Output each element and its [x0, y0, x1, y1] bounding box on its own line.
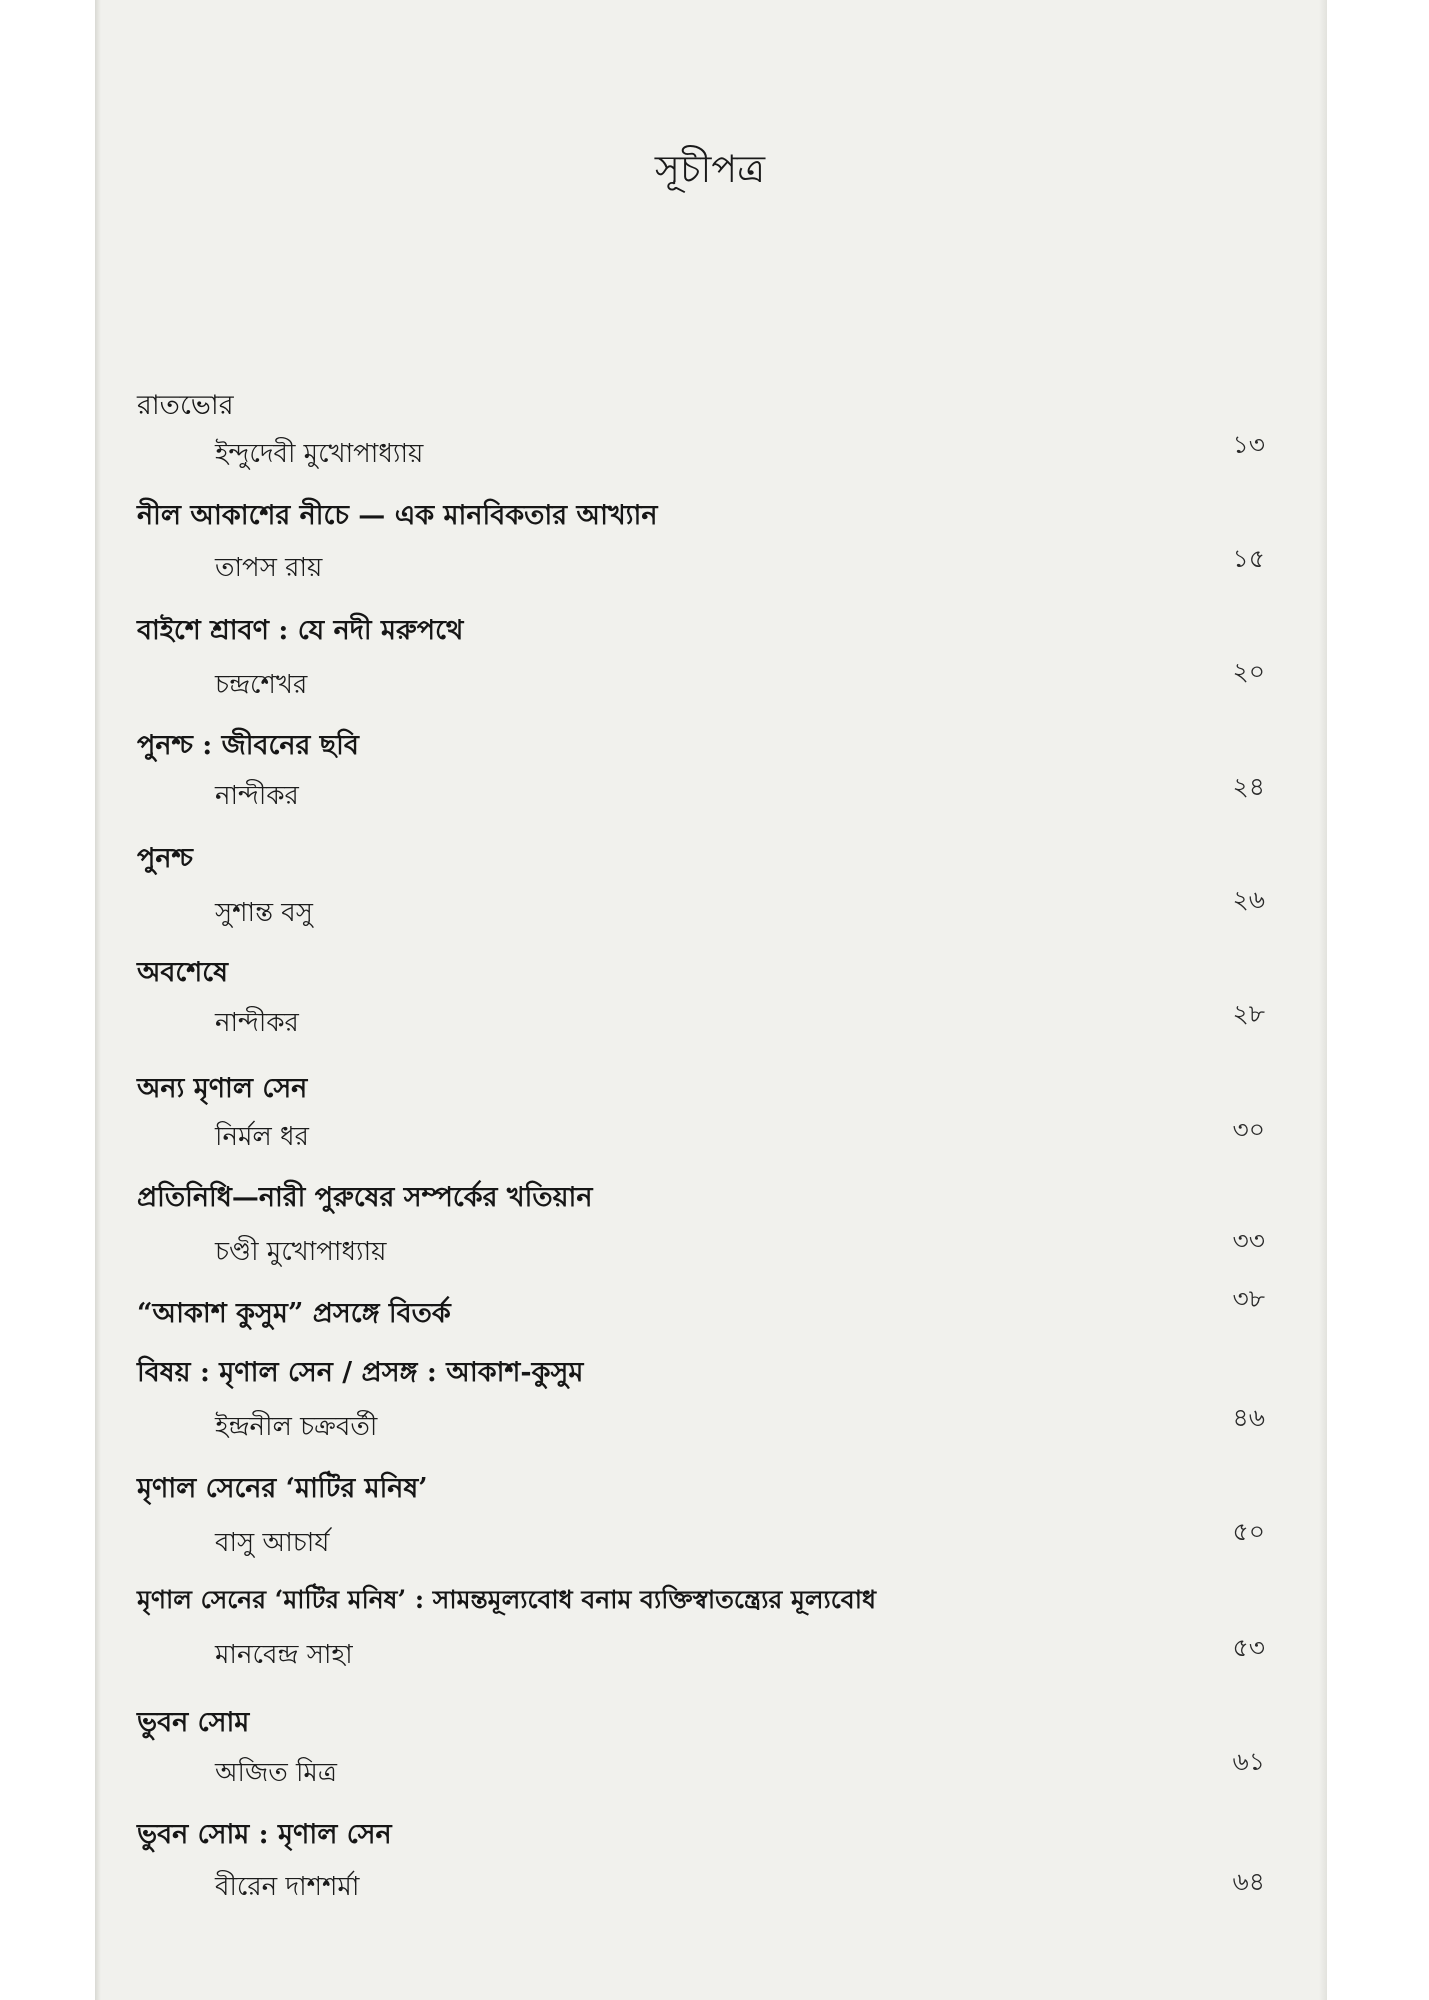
entry-title: অন্য মৃণাল সেন: [137, 1073, 308, 1104]
entry-title: বাইশে শ্রাবণ : যে নদী মরুপথে: [137, 615, 464, 646]
entry-author: চন্দ্রশেখর: [215, 670, 308, 700]
entry-page-number: ৩০: [1232, 1115, 1265, 1144]
entry-title: পুনশ্চ: [137, 843, 193, 874]
entry-author: তাপস রায়: [215, 553, 323, 583]
entry-page-number: ২০: [1232, 657, 1265, 686]
entry-title: প্রতিনিধি—নারী পুরুষের সম্পর্কের খতিয়ান: [137, 1182, 593, 1213]
entry-page-number: ৬৪: [1232, 1867, 1265, 1896]
entry-title: ভুবন সোম: [137, 1707, 250, 1738]
page-left-edge: [95, 0, 101, 2000]
entry-author: ইন্দ্রনীল চক্রবর্তী: [215, 1412, 378, 1442]
entry-page-number: ১৩: [1232, 430, 1265, 459]
entry-author: বীরেন দাশশর্মা: [215, 1872, 360, 1902]
entry-page-number: ৫৩: [1232, 1633, 1265, 1662]
entry-author: সুশান্ত বসু: [215, 898, 313, 928]
entry-author: চণ্ডী মুখোপাধ্যায়: [215, 1237, 387, 1267]
entry-page-number: ৩৩: [1232, 1226, 1265, 1255]
entry-title: অবশেষে: [137, 957, 228, 988]
entry-title: পুনশ্চ : জীবনের ছবি: [137, 730, 359, 761]
entry-title: “আকাশ কুসুম” প্রসঙ্গে বিতর্ক: [137, 1298, 451, 1329]
book-page: [95, 0, 1325, 2000]
page-right-edge: [1319, 0, 1327, 2000]
entry-author: মানবেন্দ্র সাহা: [215, 1640, 353, 1670]
entry-title: মৃণাল সেনের ‘মাটির মনিষ’ : সামন্তমূল্যবোধ বনাম ব্যক্তিস্বাতন্ত্র্যের মূল্যবোধ: [137, 1585, 876, 1614]
entry-title: ভুবন সোম : মৃণাল সেন: [137, 1819, 392, 1850]
entry-author: নান্দীকর: [215, 781, 299, 811]
entry-title: নীল আকাশের নীচে — এক মানবিকতার আখ্যান: [137, 500, 658, 531]
entry-page-number: ১৫: [1232, 544, 1265, 573]
entry-author: অজিত মিত্র: [215, 1758, 337, 1788]
entry-author: ইন্দুদেবী মুখোপাধ্যায়: [215, 439, 424, 469]
entry-title: বিষয় : মৃণাল সেন / প্রসঙ্গ : আকাশ-কুসুম: [137, 1357, 584, 1388]
entry-title: রাতভোর: [137, 390, 234, 421]
entry-page-number: ৫০: [1232, 1517, 1265, 1546]
entry-page-number: ৩৮: [1232, 1284, 1265, 1313]
entry-page-number: ৪৬: [1232, 1403, 1265, 1432]
entry-page-number: ২৮: [1232, 999, 1265, 1028]
entry-page-number: ৬১: [1232, 1747, 1265, 1776]
entry-page-number: ২৪: [1232, 772, 1265, 801]
entry-author: বাসু আচার্য: [215, 1528, 330, 1558]
page-heading: সূচীপত্র: [654, 147, 766, 191]
entry-title: মৃণাল সেনের ‘মাটির মনিষ’: [137, 1473, 428, 1504]
entry-author: নির্মল ধর: [215, 1122, 309, 1152]
entry-author: নান্দীকর: [215, 1008, 299, 1038]
entry-page-number: ২৬: [1232, 885, 1265, 914]
